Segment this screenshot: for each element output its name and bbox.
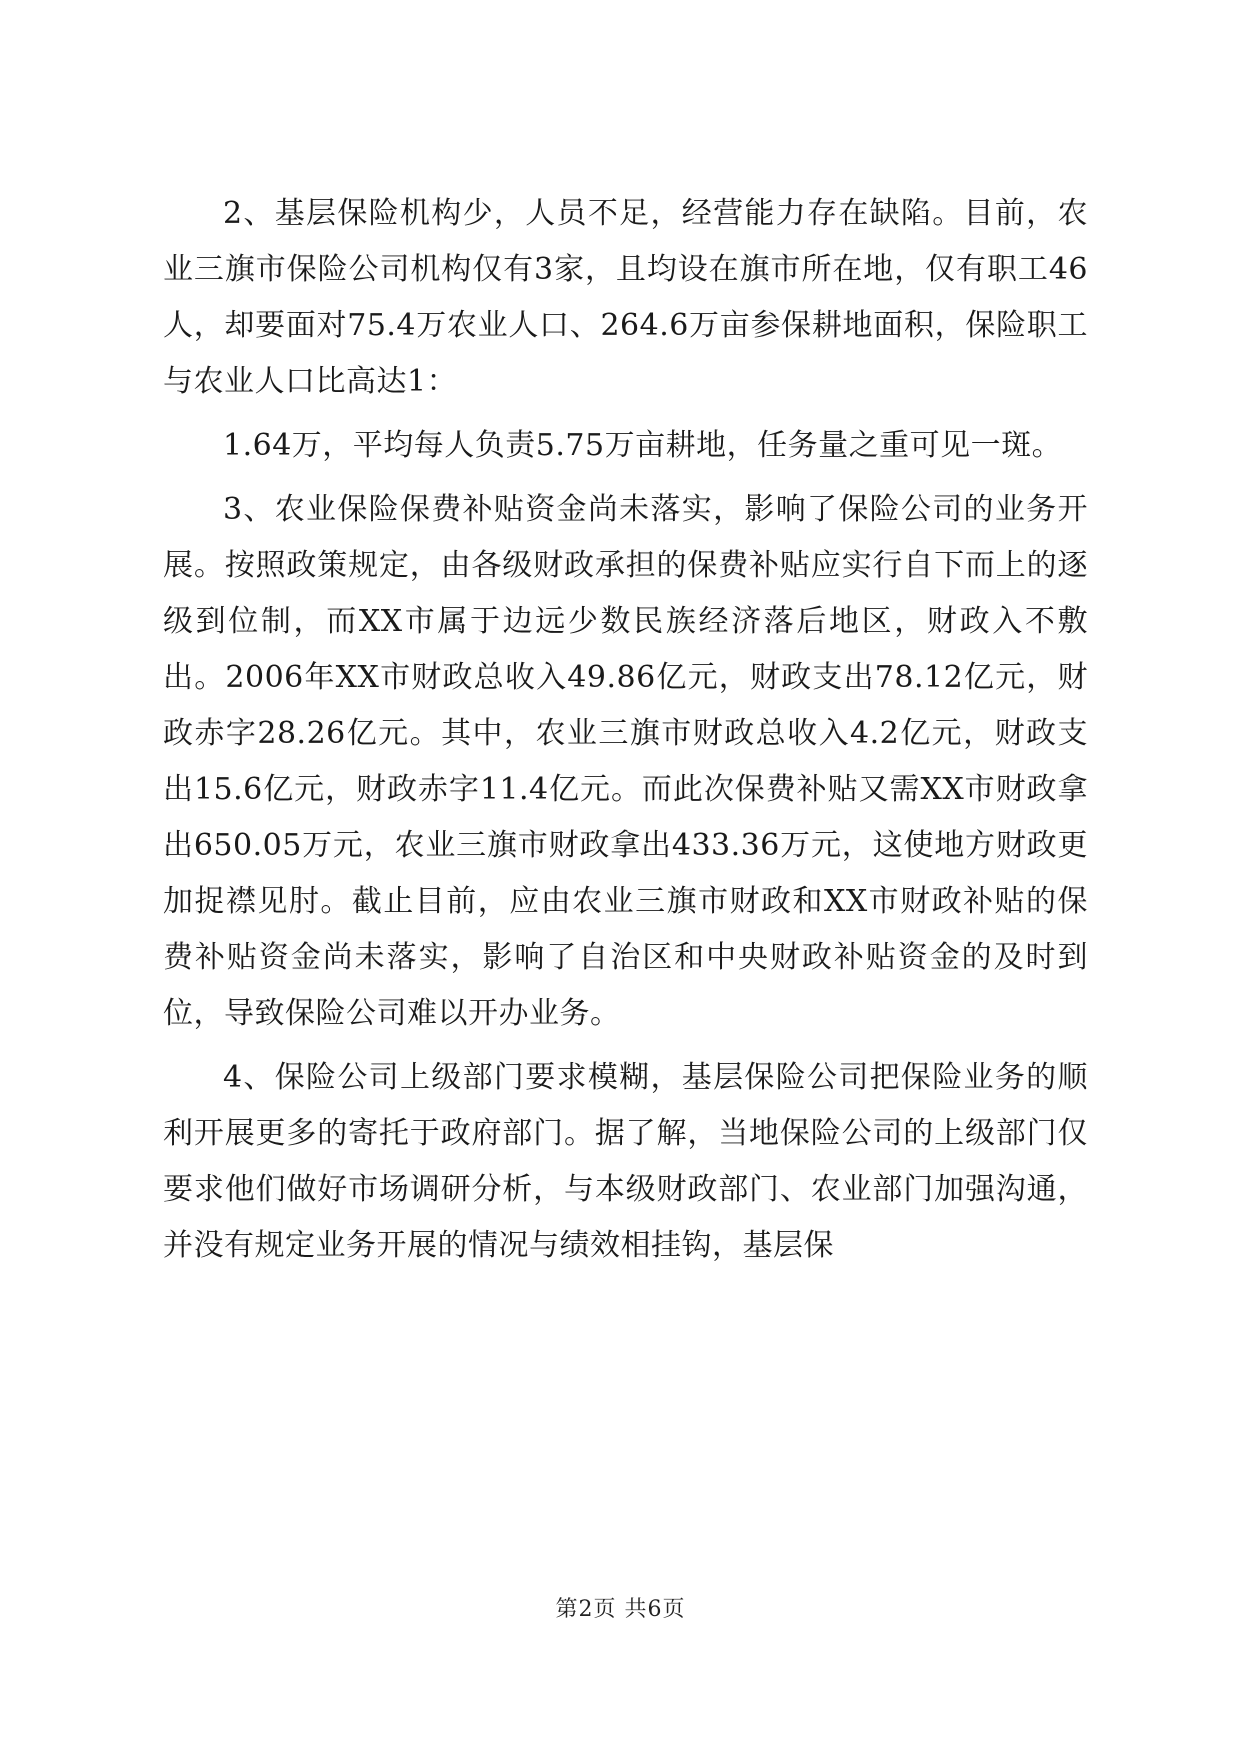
paragraph-item-4-requirements: 4、保险公司上级部门要求模糊，基层保险公司把保险业务的顺利开展更多的寄托于政府部门。据了解，当地保险公司的上级部门仅要求他们做好市场调研分析，与本级财政部门、农业部门加强沟通，并没有规定业务开展的情况与绩效相挂钩，基层保 bbox=[163, 1060, 1088, 1263]
paragraph-ratio-continuation: 1.64万，平均每人负责5.75万亩耕地，任务量之重可见一斑。 bbox=[223, 428, 1063, 463]
page-footer: 第2页 共6页 bbox=[555, 1597, 686, 1622]
paragraph-item-3-subsidy: 3、农业保险保费补贴资金尚未落实，影响了保险公司的业务开展。按照政策规定，由各级财政承担的保费补贴应实行自下而上的逐级到位制，而XX市属于边远少数民族经济落后地区，财政入不敷出。2006年XX市财政总收入49.86亿元，财政支出78.12亿元，财政赤字28.26亿元。其中，农业三旗市财政总收入4.2亿元，财政支出15.6亿元，财政赤字11.4亿元。而此次保费补贴又需XX市财政拿出650.05万元，农业三旗市财政拿出433.36万元，这使地方财政更加捉襟见肘。截止目前，应由农业三旗市财政和XX市财政补贴的保费补贴资金尚未落实，影响了自治区和中央财政补贴资金的及时到位，导致保险公司难以开办业务。 bbox=[163, 492, 1088, 1031]
paragraph-item-2-staffing: 2、基层保险机构少，人员不足，经营能力存在缺陷。目前，农业三旗市保险公司机构仅有3家，且均设在旗市所在地，仅有职工46人，却要面对75.4万农业人口、264.6万亩参保耕地面积，保险职工与农业人口比高达1： bbox=[163, 196, 1088, 399]
document-body bbox=[163, 186, 1088, 1282]
